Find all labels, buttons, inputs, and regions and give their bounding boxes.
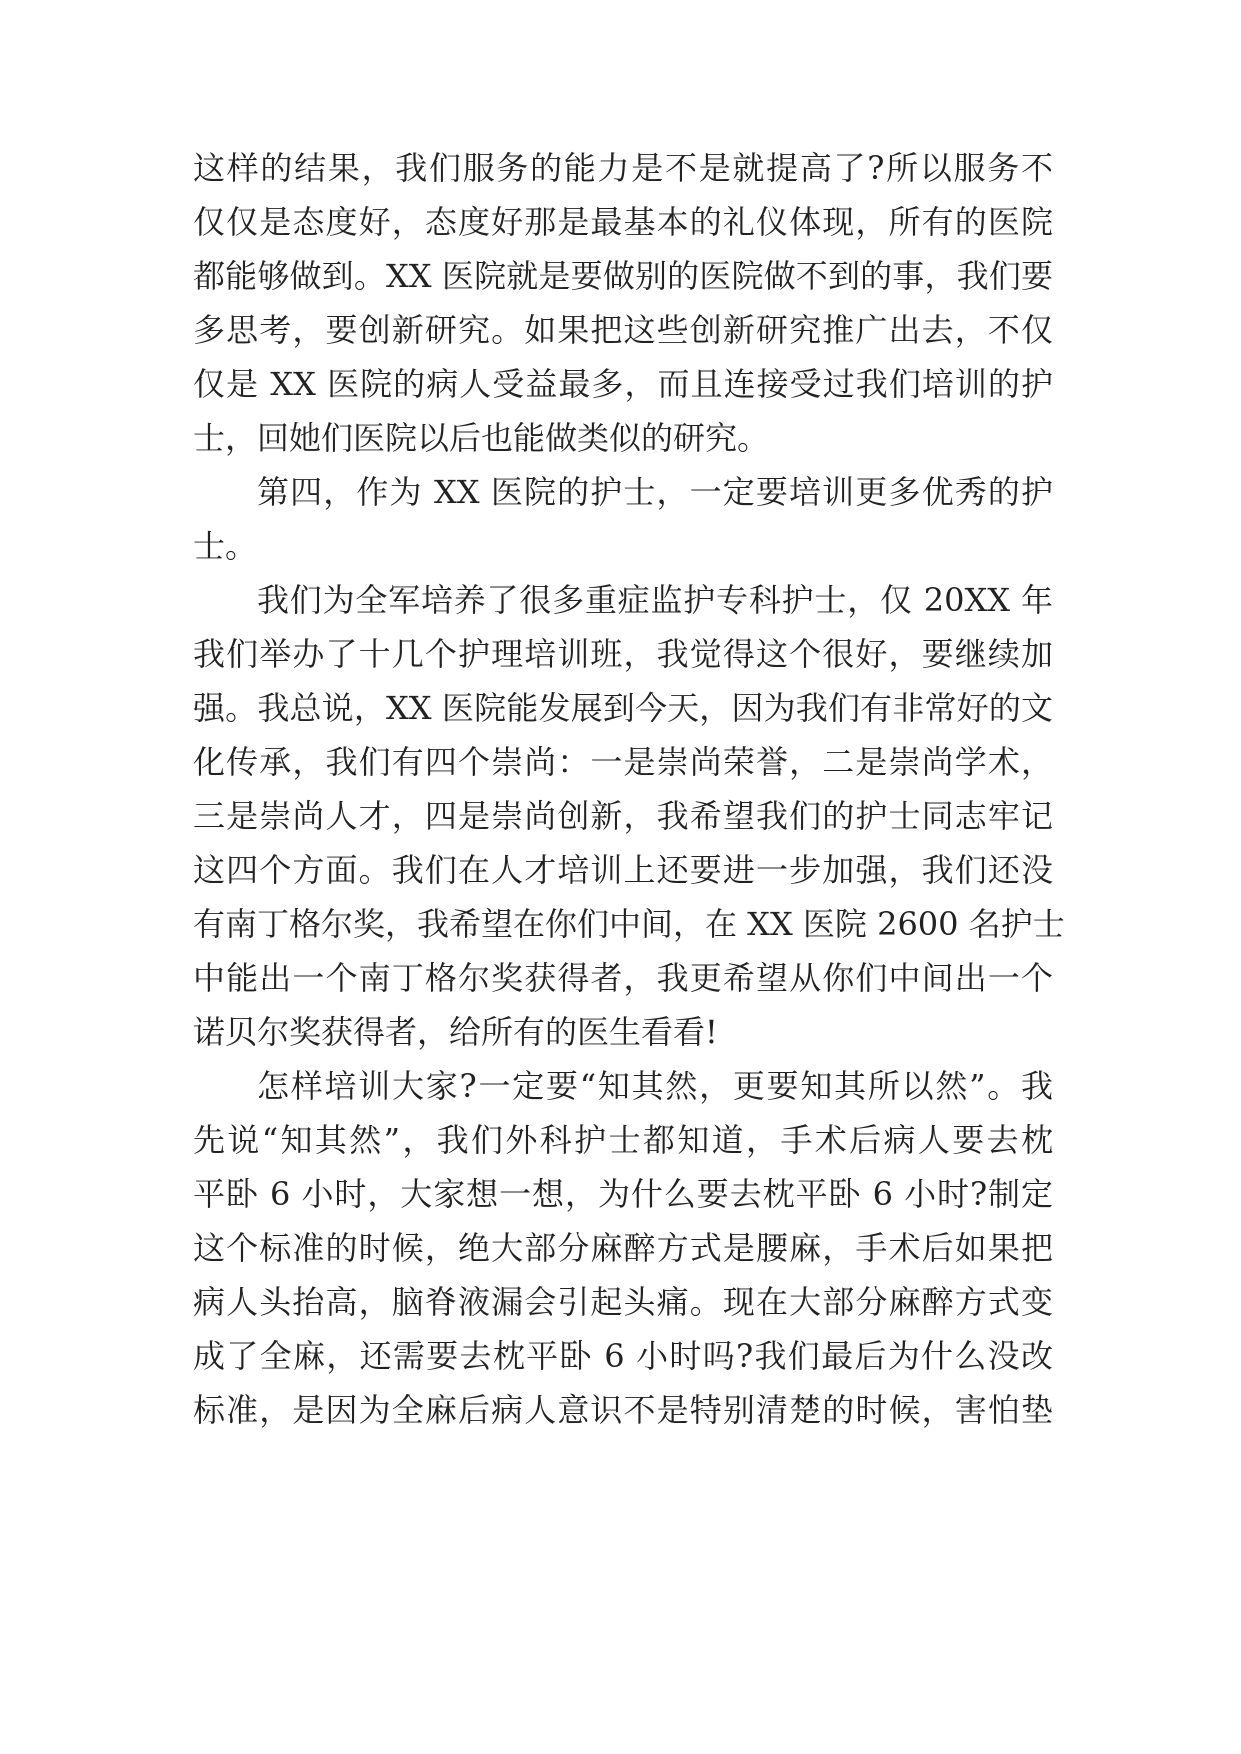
text-line: 有南丁格尔奖，我希望在你们中间，在 XX 医院 2600 名护士: [193, 905, 1065, 943]
text-line: 多思考，要创新研究。如果把这些创新研究推广出去，不仅: [193, 311, 1053, 349]
text-line: 平卧 6 小时，大家想一想，为什么要去枕平卧 6 小时?制定: [193, 1175, 1053, 1213]
text-line: 这个标准的时候，绝大部分麻醉方式是腰麻，手术后如果把: [193, 1229, 1053, 1267]
text-line: 中能出一个南丁格尔奖获得者，我更希望从你们中间出一个: [193, 959, 1053, 997]
text-line: 标准，是因为全麻后病人意识不是特别清楚的时候，害怕垫: [193, 1391, 1053, 1429]
text-line: 化传承，我们有四个崇尚：一是崇尚荣誉，二是崇尚学术，: [193, 743, 1053, 781]
paragraph-start-line: 我们为全军培养了很多重症监护专科护士，仅 20XX 年: [257, 581, 1053, 619]
text-line: 病人头抬高，脑脊液漏会引起头痛。现在大部分麻醉方式变: [193, 1283, 1053, 1321]
text-line: 士。: [193, 527, 258, 565]
text-line: 这样的结果，我们服务的能力是不是就提高了?所以服务不: [193, 149, 1053, 187]
text-line: 我们举办了十几个护理培训班，我觉得这个很好，要继续加: [193, 635, 1053, 673]
text-line: 仅仅是态度好，态度好那是最基本的礼仪体现，所有的医院: [193, 203, 1053, 241]
text-line: 这四个方面。我们在人才培训上还要进一步加强，我们还没: [193, 851, 1053, 889]
paragraph-start-line: 第四，作为 XX 医院的护士，一定要培训更多优秀的护: [257, 473, 1053, 511]
text-line: 仅是 XX 医院的病人受益最多，而且连接受过我们培训的护: [193, 365, 1053, 403]
text-line: 三是崇尚人才，四是崇尚创新，我希望我们的护士同志牢记: [193, 797, 1053, 835]
text-line: 都能够做到。XX 医院就是要做别的医院做不到的事，我们要: [193, 257, 1053, 295]
text-line: 士，回她们医院以后也能做类似的研究。: [193, 419, 770, 457]
paragraph-start-line: 怎样培训大家?一定要“知其然，更要知其所以然”。我: [257, 1067, 1053, 1105]
text-line: 成了全麻，还需要去枕平卧 6 小时吗?我们最后为什么没改: [193, 1337, 1053, 1375]
text-line: 先说“知其然”，我们外科护士都知道，手术后病人要去枕: [193, 1121, 1053, 1159]
text-line: 诺贝尔奖获得者，给所有的医生看看!: [193, 1013, 718, 1051]
text-line: 强。我总说，XX 医院能发展到今天，因为我们有非常好的文: [193, 689, 1053, 727]
